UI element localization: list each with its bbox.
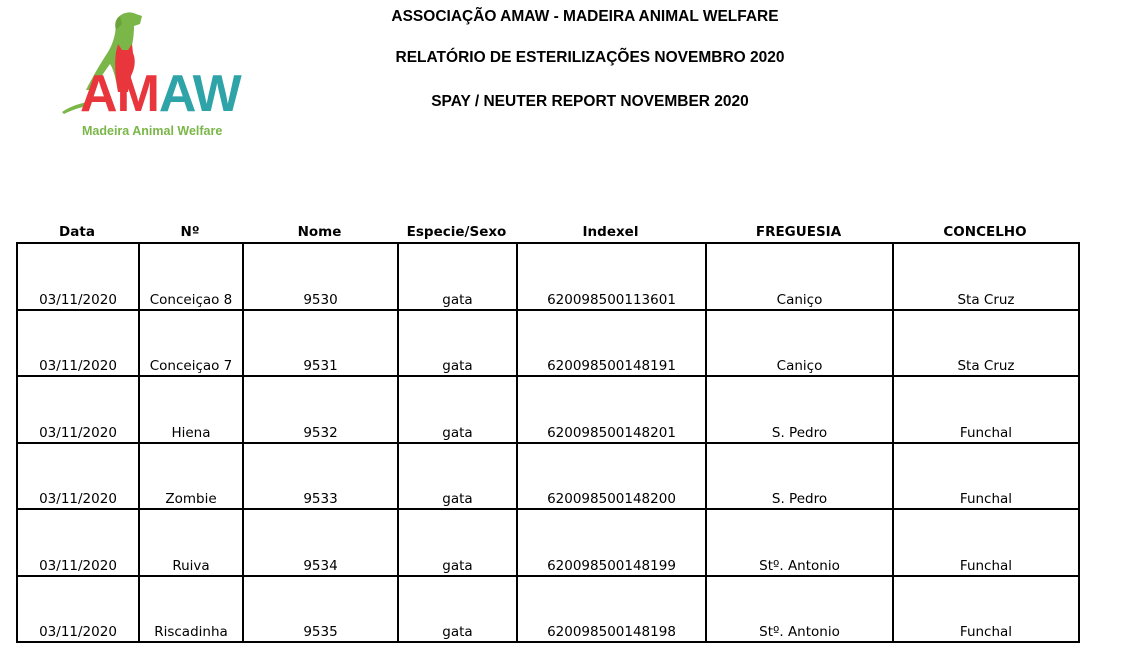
table-body [16, 242, 1080, 643]
header-numero: Nº [180, 224, 200, 240]
cell-nome: 9530 [243, 243, 398, 310]
cell-freguesia: Stº. Antonio [706, 509, 893, 576]
cell-numero: Zombie [139, 443, 243, 510]
association-title: ASSOCIAÇÃO AMAW - MADEIRA ANIMAL WELFARE [391, 8, 779, 25]
cell-freguesia: S. Pedro [706, 376, 893, 443]
header-concelho: CONCELHO [943, 224, 1027, 240]
table-row [17, 243, 1079, 310]
cell-concelho: Funchal [893, 443, 1079, 510]
sterilization-table [16, 222, 1078, 643]
table-row [17, 509, 1079, 576]
logo-wordmark: AMAW [80, 65, 241, 123]
cell-numero: Ruiva [139, 509, 243, 576]
cell-data: 03/11/2020 [17, 243, 139, 310]
cell-nome: 9533 [243, 443, 398, 510]
cell-data: 03/11/2020 [17, 376, 139, 443]
cell-numero: Conceiçao 8 [139, 243, 243, 310]
cell-numero: Hiena [139, 376, 243, 443]
report-title-pt: RELATÓRIO DE ESTERILIZAÇÕES NOVEMBRO 2020 [395, 49, 785, 66]
cell-indexel: 620098500148198 [517, 576, 706, 643]
cell-especie-sexo: gata [398, 376, 517, 443]
cell-freguesia: S. Pedro [706, 443, 893, 510]
cell-concelho: Funchal [893, 376, 1079, 443]
header-data: Data [59, 224, 95, 240]
table-row [17, 310, 1079, 377]
cell-indexel: 620098500113601 [517, 243, 706, 310]
cell-nome: 9531 [243, 310, 398, 377]
cell-indexel: 620098500148199 [517, 509, 706, 576]
cell-nome: 9534 [243, 509, 398, 576]
cell-especie-sexo: gata [398, 243, 517, 310]
cell-freguesia: Stº. Antonio [706, 576, 893, 643]
cell-numero: Conceiçao 7 [139, 310, 243, 377]
report-title-en: SPAY / NEUTER REPORT NOVEMBER 2020 [431, 93, 749, 110]
cell-especie-sexo: gata [398, 576, 517, 643]
table-row [17, 576, 1079, 643]
cell-numero: Riscadinha [139, 576, 243, 643]
cell-freguesia: Caniço [706, 243, 893, 310]
cell-concelho: Sta Cruz [893, 243, 1079, 310]
amaw-logo [58, 6, 248, 146]
table-header-row [16, 222, 1078, 242]
table-row [17, 376, 1079, 443]
cell-data: 03/11/2020 [17, 443, 139, 510]
cell-concelho: Funchal [893, 509, 1079, 576]
cell-especie-sexo: gata [398, 443, 517, 510]
cell-especie-sexo: gata [398, 310, 517, 377]
header-nome: Nome [297, 224, 342, 240]
cell-especie-sexo: gata [398, 509, 517, 576]
cell-indexel: 620098500148200 [517, 443, 706, 510]
cell-freguesia: Caniço [706, 310, 893, 377]
cell-indexel: 620098500148201 [517, 376, 706, 443]
header-indexel: Indexel [582, 224, 639, 240]
cell-nome: 9532 [243, 376, 398, 443]
cell-indexel: 620098500148191 [517, 310, 706, 377]
header-especie-sexo: Especie/Sexo [406, 224, 507, 240]
cell-concelho: Sta Cruz [893, 310, 1079, 377]
cell-data: 03/11/2020 [17, 310, 139, 377]
table-row [17, 443, 1079, 510]
header-freguesia: FREGUESIA [755, 224, 842, 240]
cell-nome: 9535 [243, 576, 398, 643]
logo-tagline: Madeira Animal Welfare [82, 124, 223, 138]
cell-data: 03/11/2020 [17, 509, 139, 576]
cell-data: 03/11/2020 [17, 576, 139, 643]
cell-concelho: Funchal [893, 576, 1079, 643]
